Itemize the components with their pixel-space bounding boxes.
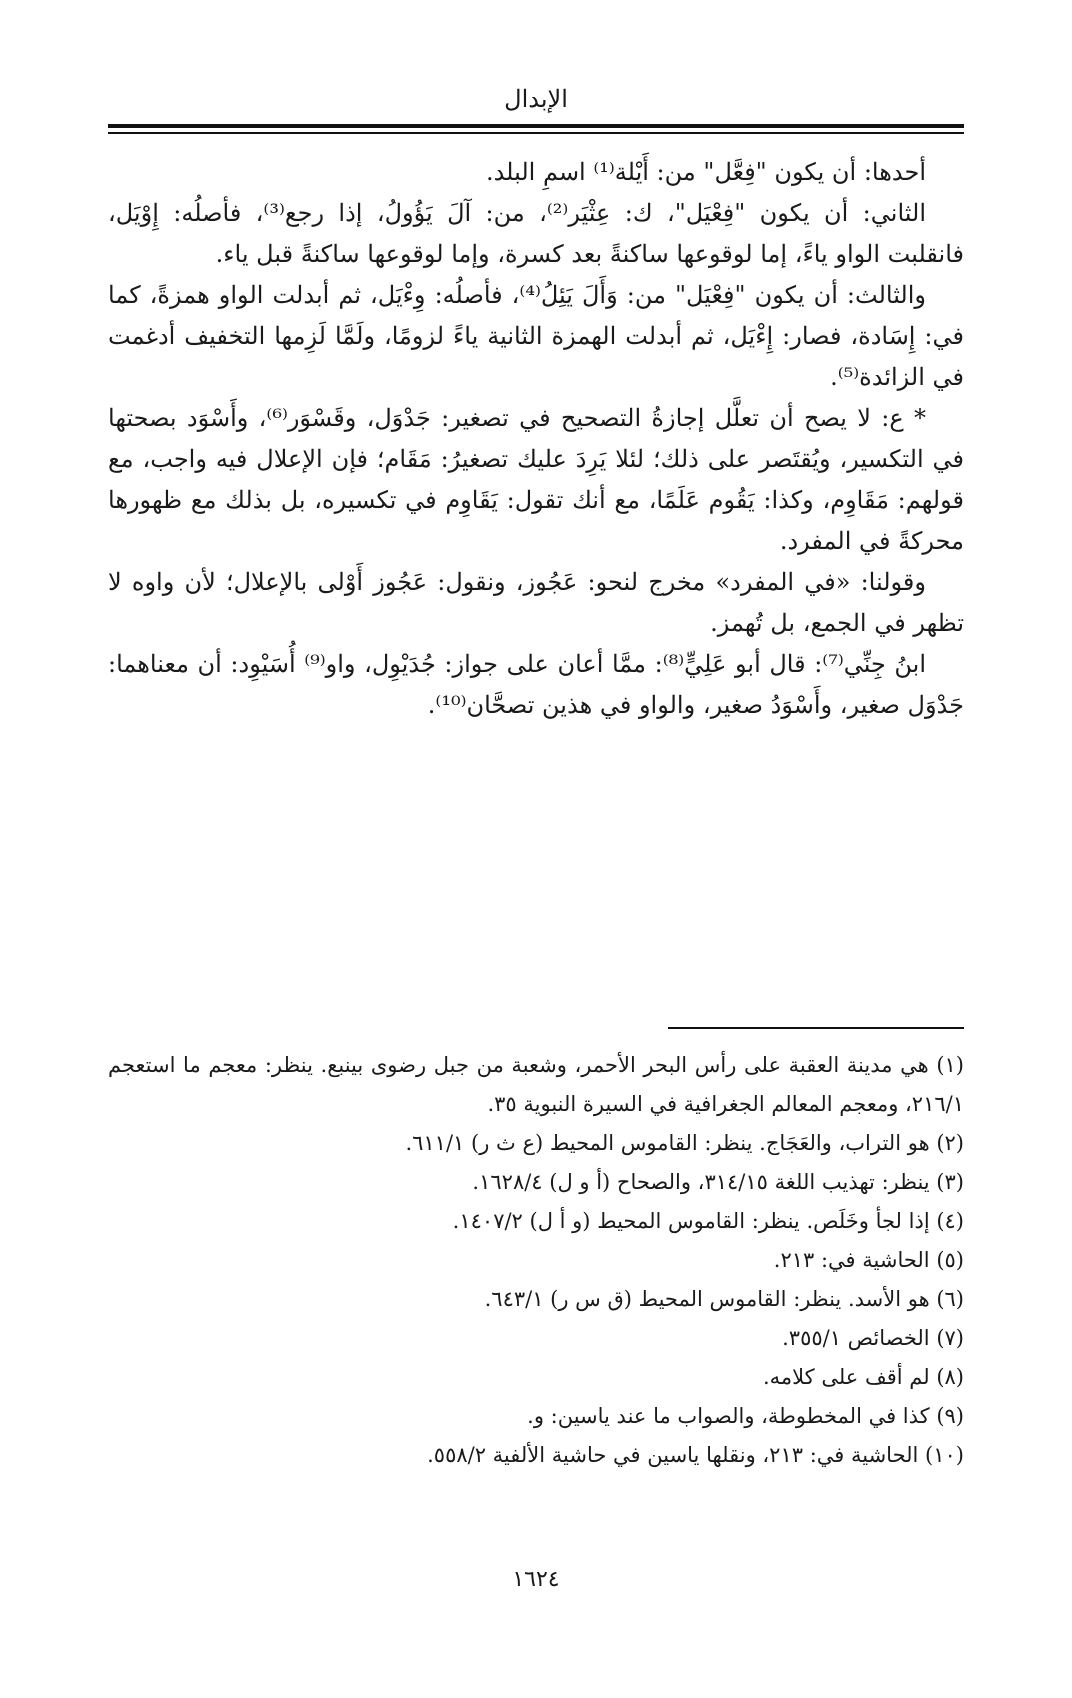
header-rule-thick — [108, 124, 964, 128]
paragraph-2: الثاني: أن يكون "فِعْيَل"، ك: عِثْيَر⁽²⁾، من: آلَ يَؤُولُ، إذا رجع⁽³⁾، فأصلُه: إِوْيَل، فانقلبت الواو ياءً، إما لوقوعها ساكنةً بعد كسرة، وإما لوقوعها ساكنةً قبل ياء. — [108, 199, 964, 268]
paragraph-5: وقولنا: «في المفرد» مخرج لنحو: عَجُوز، ونقول: عَجُوز أَوْلى بالإعلال؛ لأن واوه لا تظهر في الجمع، بل تُهمز. — [108, 568, 964, 637]
header-rule-thin — [108, 132, 964, 134]
running-title: الإبدال — [504, 85, 568, 113]
footnote-6: (٦) هو الأسد. ينظر: القاموس المحيط (ق س ر) ٦٤٣/١. — [484, 1287, 964, 1311]
footnote-1: (١) هي مدينة العقبة على رأس البحر الأحمر، وشعبة من جبل رضوى بينبع. ينظر: معجم ما استعجم ٢١٦/١، ومعجم المعالم الجغرافية في السيرة النبوية ٣٥. — [108, 1053, 964, 1116]
footnote-3: (٣) ينظر: تهذيب اللغة ٣١٤/١٥، والصحاح (أ و ل) ١٦٢٨/٤. — [472, 1170, 964, 1194]
paragraph-3: والثالث: أن يكون "فِعْيَل" من: وَأَلَ يَئِلُ⁽⁴⁾، فأصلُه: وِءْيَل، ثم أبدلت الواو همزةً، كما في: إِسَادة، فصار: إِءْيَل، ثم أبدلت الهمزة الثانية ياءً لزومًا، ولَمَّا لَزِمها التخفيف أدغمت في الزائدة⁽⁵⁾. — [108, 281, 964, 391]
footnote-7: (٧) الخصائص ٣٥٥/١. — [782, 1326, 964, 1350]
footnote-5: (٥) الحاشية في: ٢١٣. — [773, 1248, 964, 1272]
paragraph-1: أحدها: أن يكون "فِعَّل" من: أَيْلة⁽¹⁾ اسمِ البلد. — [485, 158, 926, 186]
main-text — [108, 152, 964, 726]
paragraph-6: ابنُ جِنِّي⁽⁷⁾: قال أبو عَلِيٍّ⁽⁸⁾: ممَّا أعان على جواز: جُدَيْوِل، واو⁽⁹⁾ أُسَيْوِد: أن معناهما: جَدْوَل صغير، وأَسْوَدُ صغير، والواو في هذين تصحَّان⁽¹⁰⁾. — [108, 650, 964, 719]
footnote-4: (٤) إذا لجأ وخَلَص. ينظر: القاموس المحيط (و أ ل) ١٤٠٧/٢. — [452, 1209, 964, 1233]
footnote-8: (٨) لم أقف على كلامه. — [762, 1365, 964, 1389]
paragraph-4: * ع: لا يصح أن تعلَّل إجازةُ التصحيح في تصغير: جَدْوَل، وقَسْوَر⁽⁶⁾، وأَسْوَد بصحتها في التكسير، ويُقتَصر على ذلك؛ لئلا يَرِدَ عليك تصغيرُ: مَقَام؛ فإن الإعلال فيه واجب، مع قولهم: مَقَاوِم، وكذا: يَقُوم عَلَمًا، مع أنك تقول: يَقَاوِم في تكسيره، بل بذلك مع ظهورها محركةً في المفرد. — [108, 404, 964, 555]
footnote-2: (٢) هو التراب، والعَجَاج. ينظر: القاموس المحيط (ع ث ر) ٦١١/١. — [405, 1131, 964, 1155]
footnote-separator — [668, 1027, 964, 1029]
footnotes — [108, 1046, 964, 1475]
page-number: ١٦٢٤ — [512, 1567, 560, 1592]
footnote-9: (٩) كذا في المخطوطة، والصواب ما عند ياسين: و. — [527, 1404, 964, 1428]
footnote-10: (١٠) الحاشية في: ٢١٣، ونقلها ياسين في حاشية الألفية ٥٥٨/٢. — [427, 1443, 964, 1467]
